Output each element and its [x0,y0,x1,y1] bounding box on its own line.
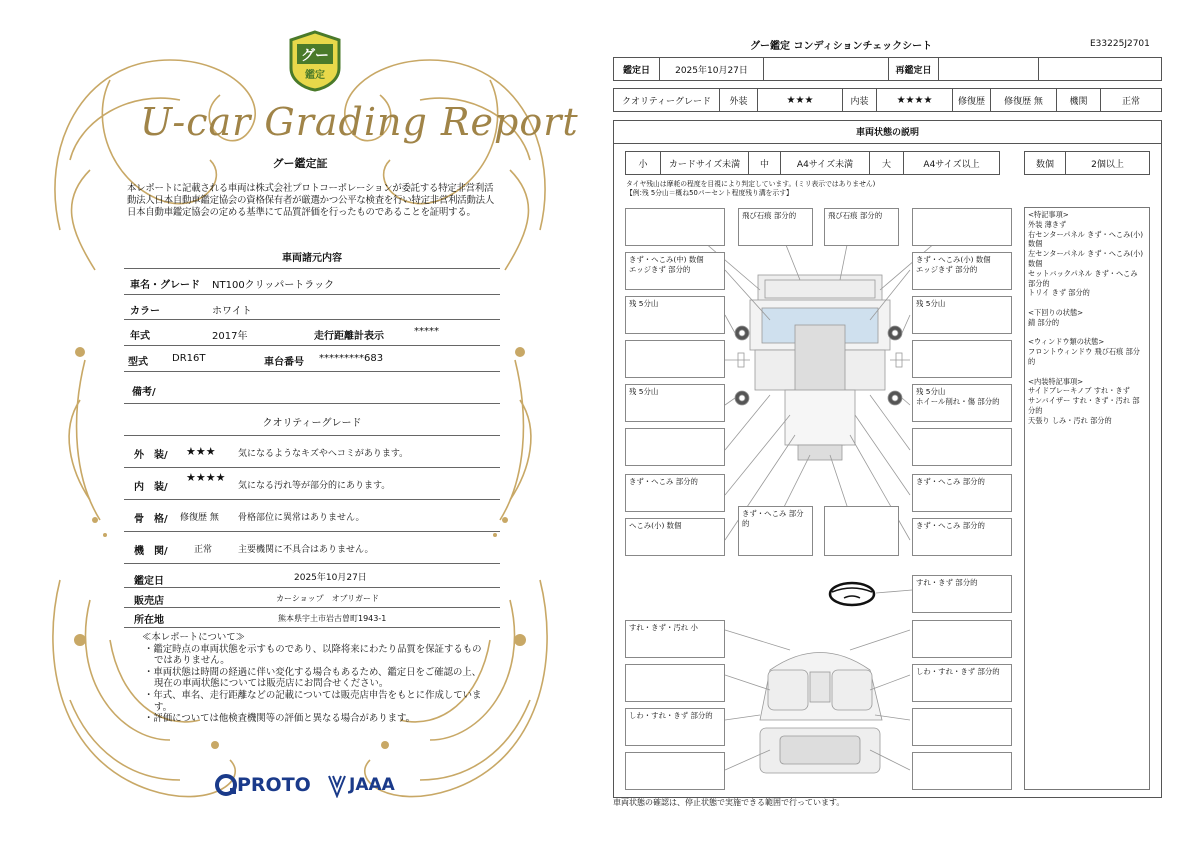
engine-label: 機関 [1056,89,1100,111]
tire-box-left-rear: 残 5分山 [625,384,725,422]
int-grade: ★★★★ [876,89,952,111]
date-row [613,57,1162,81]
ext-grade: ★★★ [757,89,842,111]
condition-check-sheet [600,0,1200,848]
size-legend [625,151,1000,175]
interior-grade: ★★★★ [186,471,226,484]
interior-label: 内 装/ [134,482,168,493]
grade-label: クオリティーグレード [621,96,712,107]
sheet-title: グー鑑定 コンディションチェックシート [750,41,933,52]
damage-box-bottom-1: きず・へこみ 部分的 [738,506,813,556]
certificate-body: 本レポートに記載される車両は株式会社プロトコーポレーションが委託する特定非営利活動法人日本自動車鑑定協会の資格保有者が厳選かつ公平な検査を行い特定非営利活動法人日本自動車鑑定協会の定める基準にて品質評価を行ったものであることを証明する。 [127,183,495,218]
repair-label: 修復歴 [952,89,990,111]
date-blank-2 [1038,58,1161,80]
jaaa-logo-mark [327,772,347,798]
interior-box-left-3: しわ・すれ・きず 部分的 [625,708,725,746]
address-label: 所在地 [134,615,164,626]
quality-row-exterior [124,436,500,468]
model-label: 型式 [128,357,148,368]
appraisal-date-label: 鑑定日 [134,576,164,587]
frame-desc: 骨格部位に異常はありません。 [238,513,365,523]
script-title: U-car Grading Report [140,100,579,144]
certificate-title: グー鑑定証 [272,157,328,170]
damage-box-top-1: 飛び石痕 部分的 [738,208,813,246]
color-value: ホワイト [212,306,252,317]
quality-heading-row [124,406,500,436]
color-label: カラー [130,306,160,317]
exterior-desc: 気になるようなキズやヘコミがあります。 [238,449,409,459]
tire-box-right-rear: 残 5分山 ホイール削れ・傷 部分的 [912,384,1012,422]
date-label: 鑑定日 [622,65,650,76]
legend-large: 大 [869,152,903,174]
spec-row-color [124,295,500,320]
year-value: 2017年 [212,331,248,342]
spec-row-year [124,320,500,346]
steering-box: すれ・きず 部分的 [912,575,1012,613]
reappraisal-value [938,58,1038,80]
quality-row-interior [124,468,500,500]
exterior-grade: ★★★ [186,445,216,458]
legend-large-desc: A4サイズ以上 [903,152,999,174]
date-value: 2025年10月27日 [659,58,763,80]
damage-box-empty [625,208,725,246]
legend-mid-desc: A4サイズ未満 [780,152,869,174]
quality-row-engine [124,532,500,564]
chassis-value: *********683 [319,353,384,364]
damage-box-left-7: へこみ(小) 数個 [625,518,725,556]
tire-note-line: タイヤ残山は摩耗の程度を目視により判定しています。(ミリ表示ではありません) [626,180,876,188]
proto-logo-mark [215,774,237,796]
note-item: ・年式、車名、走行距離などの記載については販売店申告をもとに作成しています。 [144,689,482,713]
mileage-label: 走行距離計表示 [314,331,384,342]
engine-value: 正常 [1100,89,1161,111]
damage-box-right-7: きず・へこみ 部分的 [912,518,1012,556]
notes-heading: ≪本レポートについて≫ [142,632,245,643]
damage-box-left-1: きず・へこみ(中) 数個 エッジきず 部分的 [625,252,725,290]
sheet-id: E33225J2701 [1090,39,1150,49]
appraisal-date-value: 2025年10月27日 [294,573,367,583]
engine-grade: 正常 [194,545,213,555]
tire-note [626,180,875,198]
svg-text:鑑定: 鑑定 [305,70,325,81]
grade-row [613,88,1162,112]
int-label: 内装 [842,89,876,111]
damage-box-left-6: きず・へこみ 部分的 [625,474,725,512]
appraisal-date-row [124,564,500,588]
note-item: ・車両状態は時間の経過に伴い変化する場合もあるため、鑑定日をご確認の上、現在の車両状態については販売店にお問合せください。 [144,666,482,690]
interior-desc: 気になる汚れ等が部分的にあります。 [238,481,391,491]
interior-box-empty [912,752,1012,790]
legend-small-desc: カードサイズ未満 [660,152,748,174]
count-value: 2個以上 [1065,152,1149,174]
frame-grade: 修復歴 無 [180,513,219,523]
mileage-value: ***** [414,326,439,337]
name-label: 車名・グレード [130,280,200,291]
repair-value: 修復歴 無 [990,89,1056,111]
quality-row-frame [124,500,500,532]
year-label: 年式 [130,331,150,342]
model-value: DR16T [172,353,206,364]
interior-box-empty [912,620,1012,658]
report-notes [140,632,490,725]
ext-label: 外装 [719,89,757,111]
tire-box-right-front: 残 5分山 [912,296,1012,334]
interior-box-left-1: すれ・きず・汚れ 小 [625,620,725,658]
damage-box-empty [824,506,899,556]
tire-note-example: 【例:残 5分山＝概ね50パーセント程度残り溝を示す】 [626,189,793,197]
engine-desc: 主要機関に不具合はありません。 [238,545,374,555]
engine-label: 機 関/ [134,546,168,557]
note-item: ・鑑定時点の車両状態を示すものであり、以降将来にわたり品質を保証するものではありません。 [144,643,482,667]
goo-kantei-badge [287,30,343,92]
legend-mid: 中 [748,152,780,174]
legend-small: 小 [638,159,648,170]
dealer-value: カーショップ オブリガード [276,594,380,603]
spec-row-name [124,270,500,295]
note-item: ・評価については他検査機関等の評価と異なる場合があります。 [144,713,415,725]
address-value: 熊本県宇土市岩古曽町1943-1 [278,614,387,623]
count-label: 数個 [1035,159,1054,170]
exterior-label: 外 装/ [134,450,168,461]
remarks-label: 備考/ [132,387,156,398]
damage-box-top-2: 飛び石痕 部分的 [824,208,899,246]
svg-text:グー: グー [301,48,329,64]
tire-box-left-front: 残 5分山 [625,296,725,334]
interior-box-empty [625,664,725,702]
frame-label: 骨 格/ [134,514,168,525]
state-heading: 車両状態の説明 [613,120,1162,144]
chassis-label: 車台番号 [264,357,304,368]
damage-box-right-6: きず・へこみ 部分的 [912,474,1012,512]
special-notes-panel: <特記事項> 外装 薄きず 右センターパネル きず・へこみ(小) 数個 左センターパネル きず・へこみ(小) 数個 セットバックパネル きず・へこみ 部分的 トリイ きず 部分的 <下回りの状態> 錆 部分的 <ウィンドウ類の状態> フロントウィンドウ 飛び石痕 部分的 <内装特記事項> サイドブレーキノブ すれ・きず サンバイザー すれ・きず・汚れ 部分的 天張り しみ・汚れ 部分的 [1024,207,1150,790]
dealer-row [124,588,500,608]
dealer-label: 販売店 [134,596,164,607]
sheet-footer: 車両状態の確認は、停止状態で実施できる範囲で行っています。 [613,798,845,807]
interior-box-right-2: しわ・すれ・きず 部分的 [912,664,1012,702]
damage-box-empty [625,428,725,466]
spec-heading: 車両諸元内容 [282,253,342,264]
damage-box-empty [912,428,1012,466]
damage-box-empty [912,208,1012,246]
damage-box-right-1: きず・へこみ(小) 数個 エッジきず 部分的 [912,252,1012,290]
interior-box-empty [912,708,1012,746]
date-blank [763,58,888,80]
sponsor-logos [215,770,415,800]
name-value: NT100クリッパートラック [212,280,335,291]
spec-row-model [124,346,500,372]
count-legend [1024,151,1150,175]
address-row [124,608,500,628]
spec-row-remarks [124,372,500,404]
interior-box-empty [625,752,725,790]
damage-box-empty [625,340,725,378]
reappraisal-label: 再鑑定日 [888,58,938,80]
divider [124,268,500,269]
proto-logo: PROTO [237,774,311,796]
damage-box-empty [912,340,1012,378]
jaaa-logo: JAAA [349,775,395,795]
quality-heading: クオリティーグレード [262,418,362,429]
